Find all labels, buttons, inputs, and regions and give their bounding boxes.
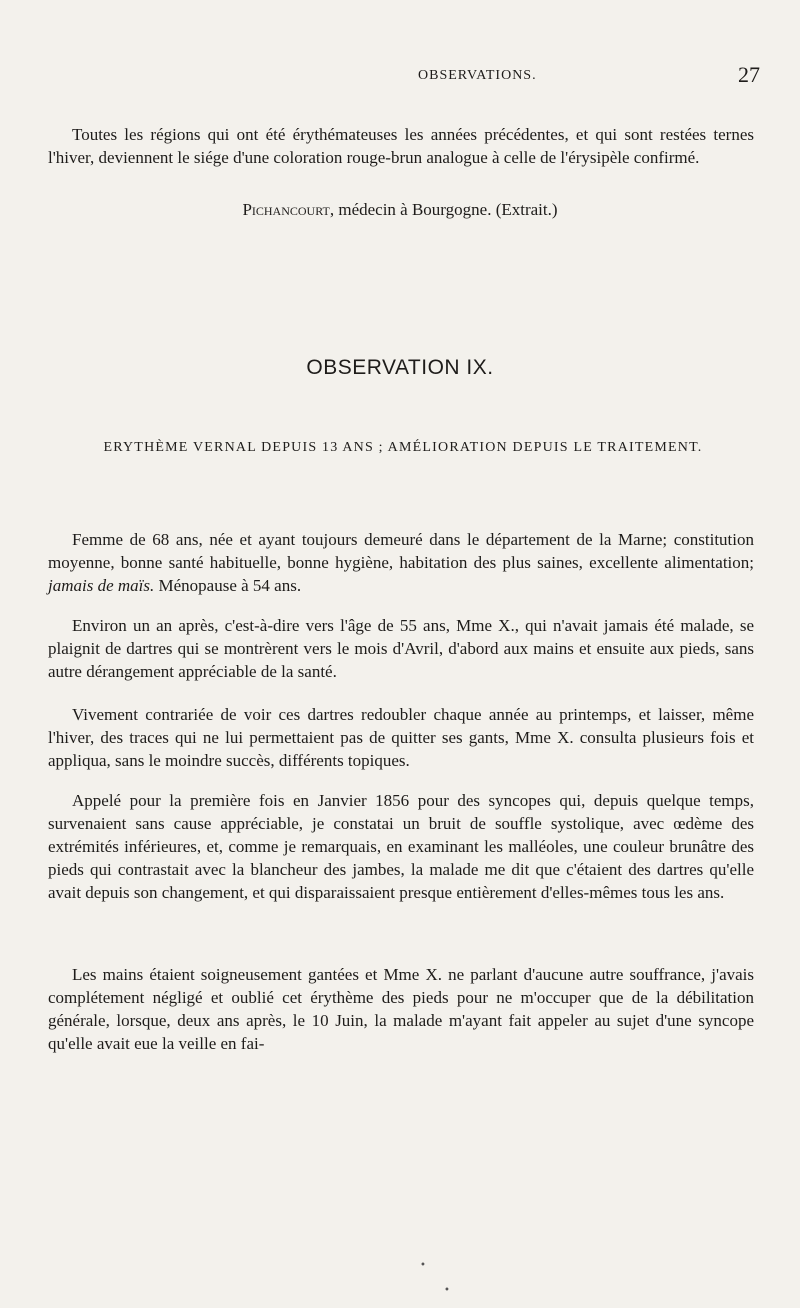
observation-paragraph-3: Vivement contrariée de voir ces dartres redoubler chaque année au printemps, et laisser, même l'hiver, des traces qui ne lui permettaient pas de quitter ses gants, Mme X. consulta plusieurs fois et appliqua, sans le moindre succès, différents topiques.	[48, 705, 754, 770]
page-number: 27	[738, 62, 760, 87]
observation-paragraph-4: Appelé pour la première fois en Janvier 1856 pour des syncopes qui, depuis quelque temps, survenaient sans cause appréciable, je constatai un bruit de souffle systolique, avec œdème des extrémités inférieures, et, comme je remarquais, en examinant les malléoles, une couleur brunâtre des pieds qui contrastait avec la blancheur des jambes, la malade me dit que c'étaient des dartres qu'elle avait depuis son changement, et qui disparaissaient presque entièrement d'elles-mêmes tous les ans.	[48, 791, 754, 902]
observation-title: OBSERVATION IX.	[306, 356, 494, 379]
observation-paragraph-5: Les mains étaient soigneusement gantées et Mme X. ne parlant d'aucune autre souffrance, j'avais complétement négligé et oublié cet érythème des pieds pour ne m'occuper que de la débilitation générale, lorsque, deux ans après, le 10 Juin, la malade m'ayant fait appeler au sujet d'une syncope qu'elle avait eue la veille en fai-	[48, 965, 754, 1053]
intro-paragraph: Toutes les régions qui ont été érythémateuses les années précédentes, et qui sont restées ternes l'hiver, deviennent le siége d'une coloration rouge-brun analogue à celle de l'érysipèle confirmé.	[48, 125, 754, 167]
signature-detail: , médecin à Bourgogne. (Extrait.)	[329, 200, 558, 219]
paragraph-1-text: Femme de 68 ans, née et ayant toujours demeuré dans le département de la Marne; constitution moyenne, bonne santé habituelle, bonne hygiène, habitation des plus saines, excellente alimentation;	[48, 530, 754, 572]
signature-name: Pichancourt	[242, 200, 330, 219]
signature-line	[0, 200, 800, 220]
paragraph-1-ending: Ménopause à 54 ans.	[154, 576, 302, 595]
observation-subtitle: ERYTHÈME VERNAL DEPUIS 13 ANS ; AMÉLIORATION DEPUIS LE TRAITEMENT.	[103, 440, 703, 455]
ink-speck: •	[420, 1260, 426, 1271]
observation-paragraph-1	[48, 528, 754, 597]
paragraph-1-italic: jamais de maïs.	[48, 576, 155, 595]
observation-paragraph-2: Environ un an après, c'est-à-dire vers l'âge de 55 ans, Mme X., qui n'avait jamais été malade, se plaignit de dartres qui se montrèrent vers le mois d'Avril, d'abord aux mains et ensuite aux pieds, sans autre dérangement appréciable de la santé.	[48, 616, 754, 681]
ink-speck: •	[444, 1285, 450, 1296]
running-title: OBSERVATIONS.	[418, 68, 537, 83]
